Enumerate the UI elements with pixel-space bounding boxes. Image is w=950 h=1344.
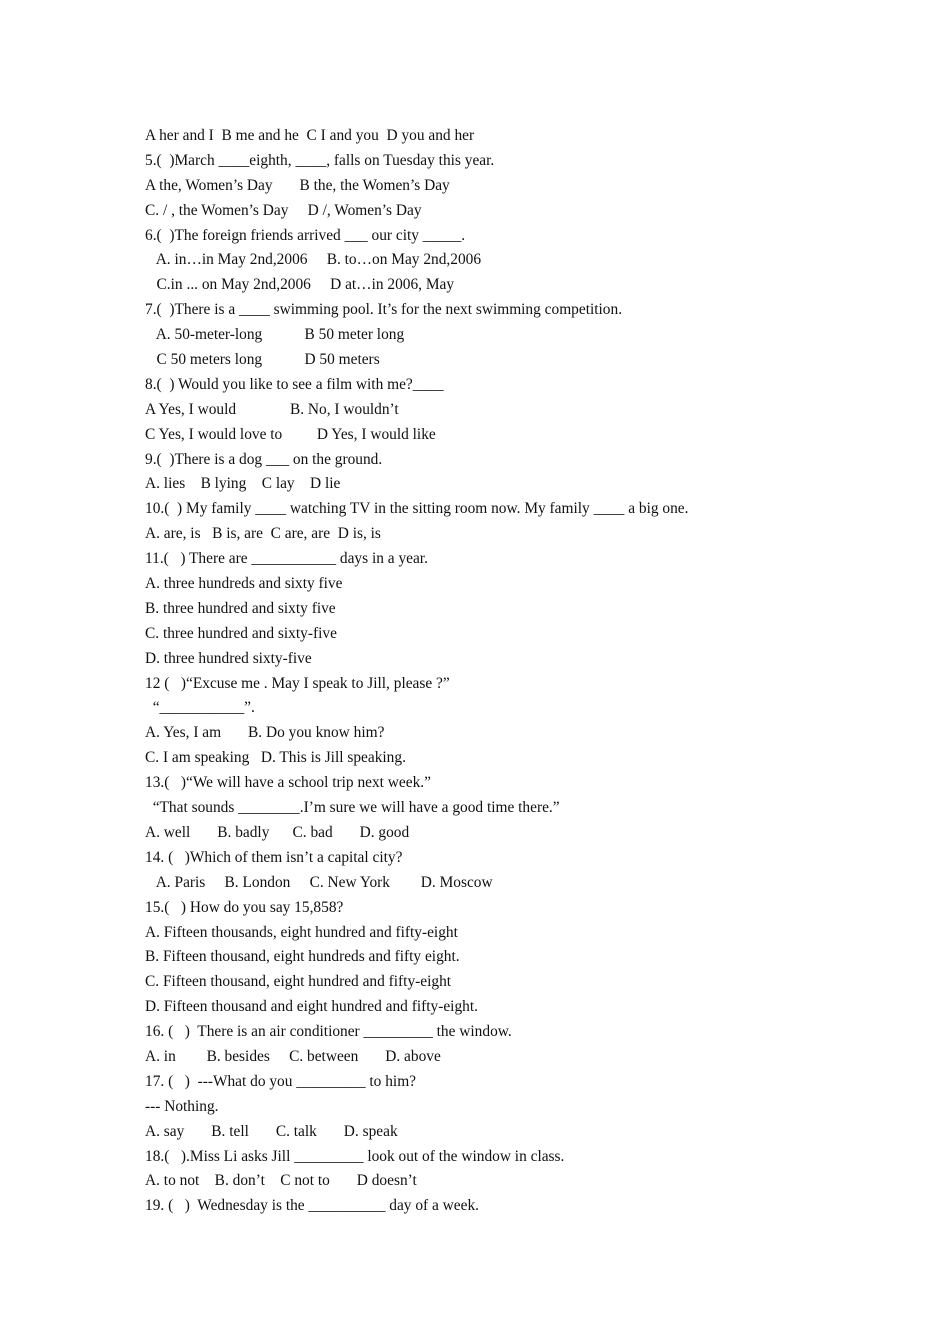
question-16: 16. ( ) There is an air conditioner _________ the window. bbox=[145, 1023, 512, 1041]
options-line: A. Yes, I am B. Do you know him? bbox=[145, 724, 385, 742]
question-5: 5.( )March ____eighth, ____, falls on Tuesday this year. bbox=[145, 151, 495, 169]
text-line: “That sounds ________.I’m sure we will have a good time there.” bbox=[145, 799, 560, 817]
question-11: 11.( ) There are ___________ days in a year. bbox=[145, 550, 428, 568]
options-line: A. in…in May 2nd,2006 B. to…on May 2nd,2006 bbox=[145, 251, 482, 269]
question-12: 12 ( )“Excuse me . May I speak to Jill, please ?” bbox=[145, 674, 450, 692]
options-line: C 50 meters long D 50 meters bbox=[145, 351, 380, 369]
question-13: 13.( )“We will have a school trip next week.” bbox=[145, 774, 431, 792]
question-6: 6.( )The foreign friends arrived ___ our city _____. bbox=[145, 226, 466, 244]
options-line: A. three hundreds and sixty five bbox=[145, 575, 343, 593]
options-line: D. three hundred sixty-five bbox=[145, 649, 312, 667]
options-line: C. three hundred and sixty-five bbox=[145, 624, 337, 642]
question-19: 19. ( ) Wednesday is the __________ day of a week. bbox=[145, 1197, 480, 1215]
question-18: 18.( ).Miss Li asks Jill _________ look out of the window in class. bbox=[145, 1147, 565, 1165]
options-line: A. Paris B. London C. New York D. Moscow bbox=[145, 873, 493, 891]
worksheet-page bbox=[145, 124, 905, 1219]
options-line: A the, Women’s Day B the, the Women’s Day bbox=[145, 176, 450, 194]
options-line: C. I am speaking D. This is Jill speaking. bbox=[145, 749, 406, 767]
options-line: A. Fifteen thousands, eight hundred and fifty-eight bbox=[145, 923, 458, 941]
options-line: A Yes, I would B. No, I wouldn’t bbox=[145, 400, 399, 418]
options-line: A. say B. tell C. talk D. speak bbox=[145, 1122, 398, 1140]
text-line: A her and I B me and he C I and you D you and her bbox=[145, 127, 475, 144]
options-line: B. three hundred and sixty five bbox=[145, 599, 336, 617]
options-line: B. Fifteen thousand, eight hundreds and fifty eight. bbox=[145, 948, 460, 966]
options-line: C. Fifteen thousand, eight hundred and fifty-eight bbox=[145, 973, 452, 991]
options-line: C. / , the Women’s Day D /, Women’s Day bbox=[145, 201, 422, 219]
options-line: A. 50-meter-long B 50 meter long bbox=[145, 326, 405, 344]
options-line: A. lies B lying C lay D lie bbox=[145, 475, 341, 493]
options-line: C Yes, I would love to D Yes, I would like bbox=[145, 425, 436, 443]
options-line: A. to not B. don’t C not to D doesn’t bbox=[145, 1172, 417, 1190]
options-line: D. Fifteen thousand and eight hundred and fifty-eight. bbox=[145, 998, 478, 1016]
question-15: 15.( ) How do you say 15,858? bbox=[145, 898, 344, 916]
options-line: A. well B. badly C. bad D. good bbox=[145, 823, 410, 841]
question-17: 17. ( ) ---What do you _________ to him? bbox=[145, 1072, 416, 1090]
question-9: 9.( )There is a dog ___ on the ground. bbox=[145, 450, 383, 468]
text-line: “___________”. bbox=[145, 699, 255, 717]
options-line: C.in ... on May 2nd,2006 D at…in 2006, May bbox=[145, 276, 455, 294]
question-10: 10.( ) My family ____ watching TV in the sitting room now. My family ____ a big one. bbox=[145, 500, 689, 518]
question-14: 14. ( )Which of them isn’t a capital city? bbox=[145, 848, 403, 866]
question-8: 8.( ) Would you like to see a film with me?____ bbox=[145, 375, 444, 393]
question-7: 7.( )There is a ____ swimming pool. It’s for the next swimming competition. bbox=[145, 301, 623, 319]
options-line: A. in B. besides C. between D. above bbox=[145, 1047, 441, 1065]
text-line: --- Nothing. bbox=[145, 1097, 219, 1115]
options-line: A. are, is B is, are C are, are D is, is bbox=[145, 525, 381, 543]
